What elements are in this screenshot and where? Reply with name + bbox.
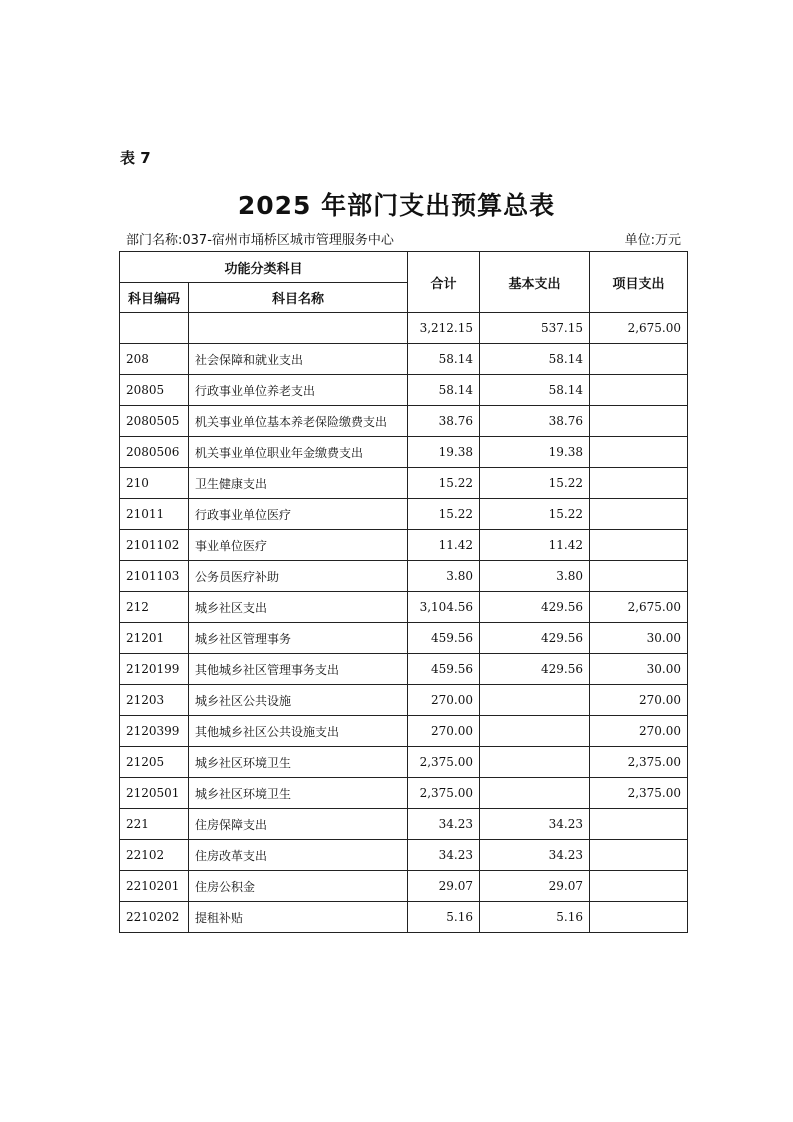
cell-code: 2120399 — [120, 716, 189, 747]
cell-project: 30.00 — [590, 623, 688, 654]
header-name: 科目名称 — [189, 283, 408, 313]
cell-total: 15.22 — [408, 499, 480, 530]
cell-basic — [480, 685, 590, 716]
cell-project — [590, 902, 688, 933]
cell-project — [590, 561, 688, 592]
cell-basic: 58.14 — [480, 344, 590, 375]
cell-project — [590, 499, 688, 530]
cell-name: 住房公积金 — [189, 871, 408, 902]
cell-project: 2,375.00 — [590, 747, 688, 778]
table-row — [120, 344, 688, 375]
cell-code: 221 — [120, 809, 189, 840]
budget-table — [119, 251, 688, 933]
cell-project — [590, 406, 688, 437]
cell-basic: 58.14 — [480, 375, 590, 406]
cell-code: 2120501 — [120, 778, 189, 809]
cell-name: 住房改革支出 — [189, 840, 408, 871]
cell-project — [590, 437, 688, 468]
cell-code: 21201 — [120, 623, 189, 654]
table-row — [120, 313, 688, 344]
table-row — [120, 778, 688, 809]
cell-project: 2,375.00 — [590, 778, 688, 809]
cell-project — [590, 344, 688, 375]
table-row — [120, 406, 688, 437]
table-row — [120, 437, 688, 468]
cell-name: 机关事业单位基本养老保险缴费支出 — [189, 406, 408, 437]
table-row — [120, 561, 688, 592]
cell-name: 其他城乡社区公共设施支出 — [189, 716, 408, 747]
cell-code: 2101102 — [120, 530, 189, 561]
cell-project: 270.00 — [590, 685, 688, 716]
cell-name: 城乡社区环境卫生 — [189, 778, 408, 809]
table-row — [120, 654, 688, 685]
cell-project: 270.00 — [590, 716, 688, 747]
cell-name — [189, 313, 408, 344]
cell-total: 270.00 — [408, 685, 480, 716]
cell-name: 事业单位医疗 — [189, 530, 408, 561]
cell-name: 公务员医疗补助 — [189, 561, 408, 592]
header-basic: 基本支出 — [480, 252, 590, 313]
cell-project — [590, 809, 688, 840]
cell-total: 3,104.56 — [408, 592, 480, 623]
cell-basic: 3.80 — [480, 561, 590, 592]
unit-label: 单位:万元 — [624, 233, 681, 248]
cell-code: 20805 — [120, 375, 189, 406]
cell-name: 住房保障支出 — [189, 809, 408, 840]
cell-code: 2210202 — [120, 902, 189, 933]
cell-basic: 34.23 — [480, 809, 590, 840]
cell-total: 3.80 — [408, 561, 480, 592]
header-code: 科目编码 — [120, 283, 189, 313]
cell-project — [590, 375, 688, 406]
table-row — [120, 375, 688, 406]
cell-code — [120, 313, 189, 344]
table-row — [120, 871, 688, 902]
cell-total: 459.56 — [408, 654, 480, 685]
cell-total: 11.42 — [408, 530, 480, 561]
table-row — [120, 530, 688, 561]
cell-name: 城乡社区支出 — [189, 592, 408, 623]
table-number-label: 表 7 — [120, 149, 151, 167]
table-row — [120, 902, 688, 933]
header-total: 合计 — [408, 252, 480, 313]
cell-total: 2,375.00 — [408, 747, 480, 778]
cell-name: 卫生健康支出 — [189, 468, 408, 499]
cell-basic: 34.23 — [480, 840, 590, 871]
table-row — [120, 809, 688, 840]
cell-code: 2101103 — [120, 561, 189, 592]
table-row — [120, 468, 688, 499]
cell-total: 34.23 — [408, 809, 480, 840]
cell-code: 2080506 — [120, 437, 189, 468]
cell-basic — [480, 778, 590, 809]
cell-total: 2,375.00 — [408, 778, 480, 809]
cell-code: 21205 — [120, 747, 189, 778]
cell-name: 城乡社区管理事务 — [189, 623, 408, 654]
cell-project: 30.00 — [590, 654, 688, 685]
cell-project — [590, 468, 688, 499]
cell-code: 22102 — [120, 840, 189, 871]
cell-project — [590, 871, 688, 902]
cell-basic: 429.56 — [480, 592, 590, 623]
cell-name: 社会保障和就业支出 — [189, 344, 408, 375]
cell-name: 机关事业单位职业年金缴费支出 — [189, 437, 408, 468]
cell-name: 行政事业单位养老支出 — [189, 375, 408, 406]
cell-project — [590, 530, 688, 561]
cell-code: 212 — [120, 592, 189, 623]
table-row — [120, 747, 688, 778]
cell-total: 270.00 — [408, 716, 480, 747]
table-row — [120, 840, 688, 871]
cell-basic: 29.07 — [480, 871, 590, 902]
cell-total: 5.16 — [408, 902, 480, 933]
page-title: 2025 年部门支出预算总表 — [237, 191, 556, 220]
meta-row — [126, 229, 681, 248]
cell-basic: 537.15 — [480, 313, 590, 344]
cell-basic — [480, 716, 590, 747]
cell-basic: 19.38 — [480, 437, 590, 468]
department-name: 部门名称:037-宿州市埇桥区城市管理服务中心 — [126, 233, 394, 248]
cell-project — [590, 840, 688, 871]
cell-basic: 5.16 — [480, 902, 590, 933]
cell-code: 2080505 — [120, 406, 189, 437]
table-row — [120, 716, 688, 747]
cell-code: 21203 — [120, 685, 189, 716]
cell-basic — [480, 747, 590, 778]
cell-total: 58.14 — [408, 375, 480, 406]
cell-basic: 11.42 — [480, 530, 590, 561]
table-row — [120, 499, 688, 530]
cell-name: 行政事业单位医疗 — [189, 499, 408, 530]
cell-name: 提租补贴 — [189, 902, 408, 933]
cell-total: 34.23 — [408, 840, 480, 871]
table-row — [120, 623, 688, 654]
header-functional-category: 功能分类科目 — [120, 252, 408, 283]
cell-code: 2210201 — [120, 871, 189, 902]
cell-name: 城乡社区公共设施 — [189, 685, 408, 716]
cell-name: 其他城乡社区管理事务支出 — [189, 654, 408, 685]
cell-basic: 15.22 — [480, 499, 590, 530]
cell-code: 2120199 — [120, 654, 189, 685]
cell-project: 2,675.00 — [590, 313, 688, 344]
cell-total: 19.38 — [408, 437, 480, 468]
cell-total: 38.76 — [408, 406, 480, 437]
cell-total: 3,212.15 — [408, 313, 480, 344]
header-project: 项目支出 — [590, 252, 688, 313]
cell-total: 58.14 — [408, 344, 480, 375]
cell-total: 459.56 — [408, 623, 480, 654]
table-row — [120, 592, 688, 623]
table-body — [120, 313, 688, 933]
cell-name: 城乡社区环境卫生 — [189, 747, 408, 778]
cell-total: 29.07 — [408, 871, 480, 902]
cell-basic: 15.22 — [480, 468, 590, 499]
table-header — [120, 252, 688, 313]
cell-project: 2,675.00 — [590, 592, 688, 623]
cell-code: 208 — [120, 344, 189, 375]
cell-total: 15.22 — [408, 468, 480, 499]
cell-basic: 38.76 — [480, 406, 590, 437]
cell-basic: 429.56 — [480, 623, 590, 654]
cell-basic: 429.56 — [480, 654, 590, 685]
table-row — [120, 685, 688, 716]
cell-code: 210 — [120, 468, 189, 499]
cell-code: 21011 — [120, 499, 189, 530]
